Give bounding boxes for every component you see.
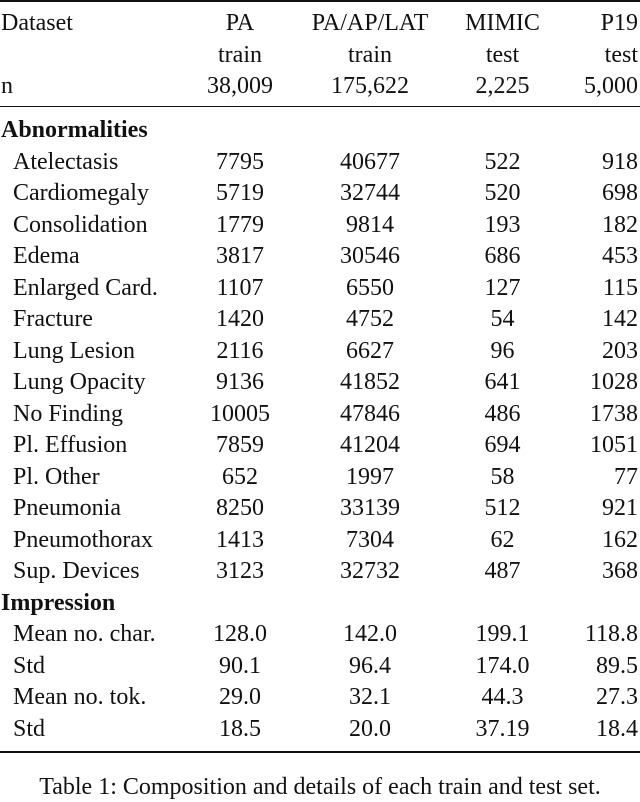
header-cell: train xyxy=(218,41,262,68)
table-cell: 162 xyxy=(602,526,639,553)
table-row xyxy=(0,367,640,399)
header-cell: PA xyxy=(225,10,255,36)
table-header-rule xyxy=(0,106,640,107)
row-label: Pl. Other xyxy=(13,463,100,490)
table-cell: 29.0 xyxy=(219,684,261,710)
table-cell: 1779 xyxy=(216,211,264,238)
table-cell: 41852 xyxy=(340,369,400,395)
table-cell: 918 xyxy=(602,148,639,175)
table-cell: 7859 xyxy=(216,432,264,458)
table-top-rule xyxy=(0,0,640,2)
table-cell: 18.5 xyxy=(219,715,261,742)
table-caption: Table 1: Composition and details of each train and test set. xyxy=(39,774,601,800)
table-row xyxy=(0,525,640,557)
table-cell: 193 xyxy=(484,211,521,238)
table-cell: 128.0 xyxy=(213,621,267,647)
table-cell: 18.4 xyxy=(596,715,639,742)
table-row xyxy=(0,556,640,588)
table-cell: 27.3 xyxy=(596,684,639,710)
header-cell: P19 xyxy=(600,10,638,36)
table-cell: 512 xyxy=(484,495,521,521)
table-cell: 3123 xyxy=(216,558,264,584)
row-label: Atelectasis xyxy=(13,148,119,175)
table-cell: 32.1 xyxy=(349,684,391,710)
table-cell: 1107 xyxy=(216,274,264,301)
table-cell: 37.19 xyxy=(475,715,530,742)
table-cell: 6627 xyxy=(346,337,394,364)
table-cell: 96.4 xyxy=(349,652,391,679)
table-row xyxy=(0,178,640,210)
table-row xyxy=(0,147,640,179)
header-cell: 175,622 xyxy=(331,73,409,99)
row-label: Mean no. char. xyxy=(13,621,156,647)
table-cell: 182 xyxy=(602,211,639,238)
table-cell: 486 xyxy=(484,400,521,427)
table-cell: 4752 xyxy=(346,306,394,332)
table-cell: 174.0 xyxy=(475,652,530,679)
table-cell: 921 xyxy=(602,495,639,521)
table-cell: 30546 xyxy=(340,243,400,269)
table-row xyxy=(0,430,640,462)
table-cell: 520 xyxy=(484,180,521,206)
table-cell: 1420 xyxy=(216,306,264,332)
row-label: Mean no. tok. xyxy=(13,684,147,710)
table-row xyxy=(0,651,640,683)
table-row xyxy=(0,714,640,746)
row-label: Std xyxy=(13,652,46,679)
table-row xyxy=(0,619,640,651)
table-body xyxy=(0,115,640,745)
table-cell: 127 xyxy=(484,274,521,301)
header-cell: MIMIC xyxy=(465,10,540,36)
table-row xyxy=(0,462,640,494)
row-label: Consolidation xyxy=(13,211,148,238)
table-cell: 522 xyxy=(484,148,521,175)
row-label: Enlarged Card. xyxy=(13,274,158,301)
table-cell: 652 xyxy=(222,463,258,490)
table-cell: 62 xyxy=(490,526,515,553)
header-cell: PA/AP/LAT xyxy=(311,10,429,36)
table-cell: 54 xyxy=(490,306,515,332)
table-cell: 33139 xyxy=(340,495,400,521)
section-row xyxy=(0,115,640,147)
table-cell: 8250 xyxy=(216,495,264,521)
table-cell: 32732 xyxy=(340,558,400,584)
table-cell: 115 xyxy=(602,274,639,301)
header-cell: test xyxy=(604,41,638,68)
table-cell: 89.5 xyxy=(596,652,639,679)
row-label: Pl. Effusion xyxy=(13,432,128,458)
table-cell: 77 xyxy=(614,463,639,490)
table-cell: 5719 xyxy=(216,180,264,206)
table-cell: 199.1 xyxy=(475,621,530,647)
table-cell: 3817 xyxy=(216,243,264,269)
row-label: Pneumothorax xyxy=(13,526,153,553)
table-row xyxy=(0,493,640,525)
header-cell: 2,225 xyxy=(475,73,530,99)
row-label: No Finding xyxy=(13,400,124,427)
row-label: Lung Opacity xyxy=(13,369,146,395)
row-label: Pneumonia xyxy=(13,495,121,521)
header-cell xyxy=(0,40,185,72)
header-row-n xyxy=(0,71,640,103)
table-row xyxy=(0,336,640,368)
table-cell: 453 xyxy=(602,243,639,269)
table-row xyxy=(0,304,640,336)
table-cell: 487 xyxy=(484,558,521,584)
table-cell: 2116 xyxy=(216,337,264,364)
table-cell: 41204 xyxy=(340,432,400,458)
section-title: Impression xyxy=(1,589,116,616)
table-row xyxy=(0,241,640,273)
table-cell: 641 xyxy=(484,369,521,395)
header-cell: Dataset xyxy=(1,10,73,36)
row-label: Std xyxy=(13,715,46,742)
table-cell: 47846 xyxy=(340,400,400,427)
table-cell: 1997 xyxy=(346,463,394,490)
table-cell: 9136 xyxy=(216,369,264,395)
table-cell: 203 xyxy=(602,337,639,364)
row-label: Lung Lesion xyxy=(13,337,135,364)
table-cell: 142 xyxy=(602,306,639,332)
table-cell: 10005 xyxy=(210,400,270,427)
table-row xyxy=(0,399,640,431)
table-cell: 58 xyxy=(490,463,515,490)
table-cell: 7795 xyxy=(216,148,264,175)
table-cell: 698 xyxy=(602,180,639,206)
table-row xyxy=(0,273,640,305)
header-cell: test xyxy=(485,41,520,68)
table-row xyxy=(0,682,640,714)
table-cell: 7304 xyxy=(346,526,394,553)
row-label: Cardiomegaly xyxy=(13,180,149,206)
table-cell: 20.0 xyxy=(349,715,391,742)
table-cell: 368 xyxy=(602,558,639,584)
table-cell: 118.8 xyxy=(584,621,639,647)
table-cell: 1413 xyxy=(216,526,264,553)
header-row-dataset xyxy=(0,8,640,40)
table-bottom-rule xyxy=(0,751,640,753)
table-cell: 142.0 xyxy=(343,621,397,647)
table-cell: 32744 xyxy=(340,180,400,206)
table-cell: 1028 xyxy=(590,369,639,395)
table-cell: 90.1 xyxy=(219,652,261,679)
table-cell: 9814 xyxy=(346,211,394,238)
table-row xyxy=(0,210,640,242)
section-title: Abnormalities xyxy=(1,117,148,143)
table-cell: 1738 xyxy=(590,400,639,427)
table-cell: 694 xyxy=(484,432,521,458)
section-row xyxy=(0,588,640,620)
header-cell: train xyxy=(348,41,392,68)
table-cell: 40677 xyxy=(340,148,400,175)
header-cell: 5,000 xyxy=(584,73,638,99)
table-cell: 6550 xyxy=(346,274,394,301)
table-header xyxy=(0,8,640,103)
header-row-split xyxy=(0,40,640,72)
header-cell: 38,009 xyxy=(207,73,273,99)
row-label: Edema xyxy=(13,243,80,269)
header-cell: n xyxy=(1,73,13,99)
table-cell: 96 xyxy=(490,337,515,364)
row-label: Fracture xyxy=(13,306,93,332)
row-label: Sup. Devices xyxy=(13,558,140,584)
table-cell: 44.3 xyxy=(481,684,524,710)
table-cell: 686 xyxy=(484,243,521,269)
table-cell: 1051 xyxy=(590,432,639,458)
